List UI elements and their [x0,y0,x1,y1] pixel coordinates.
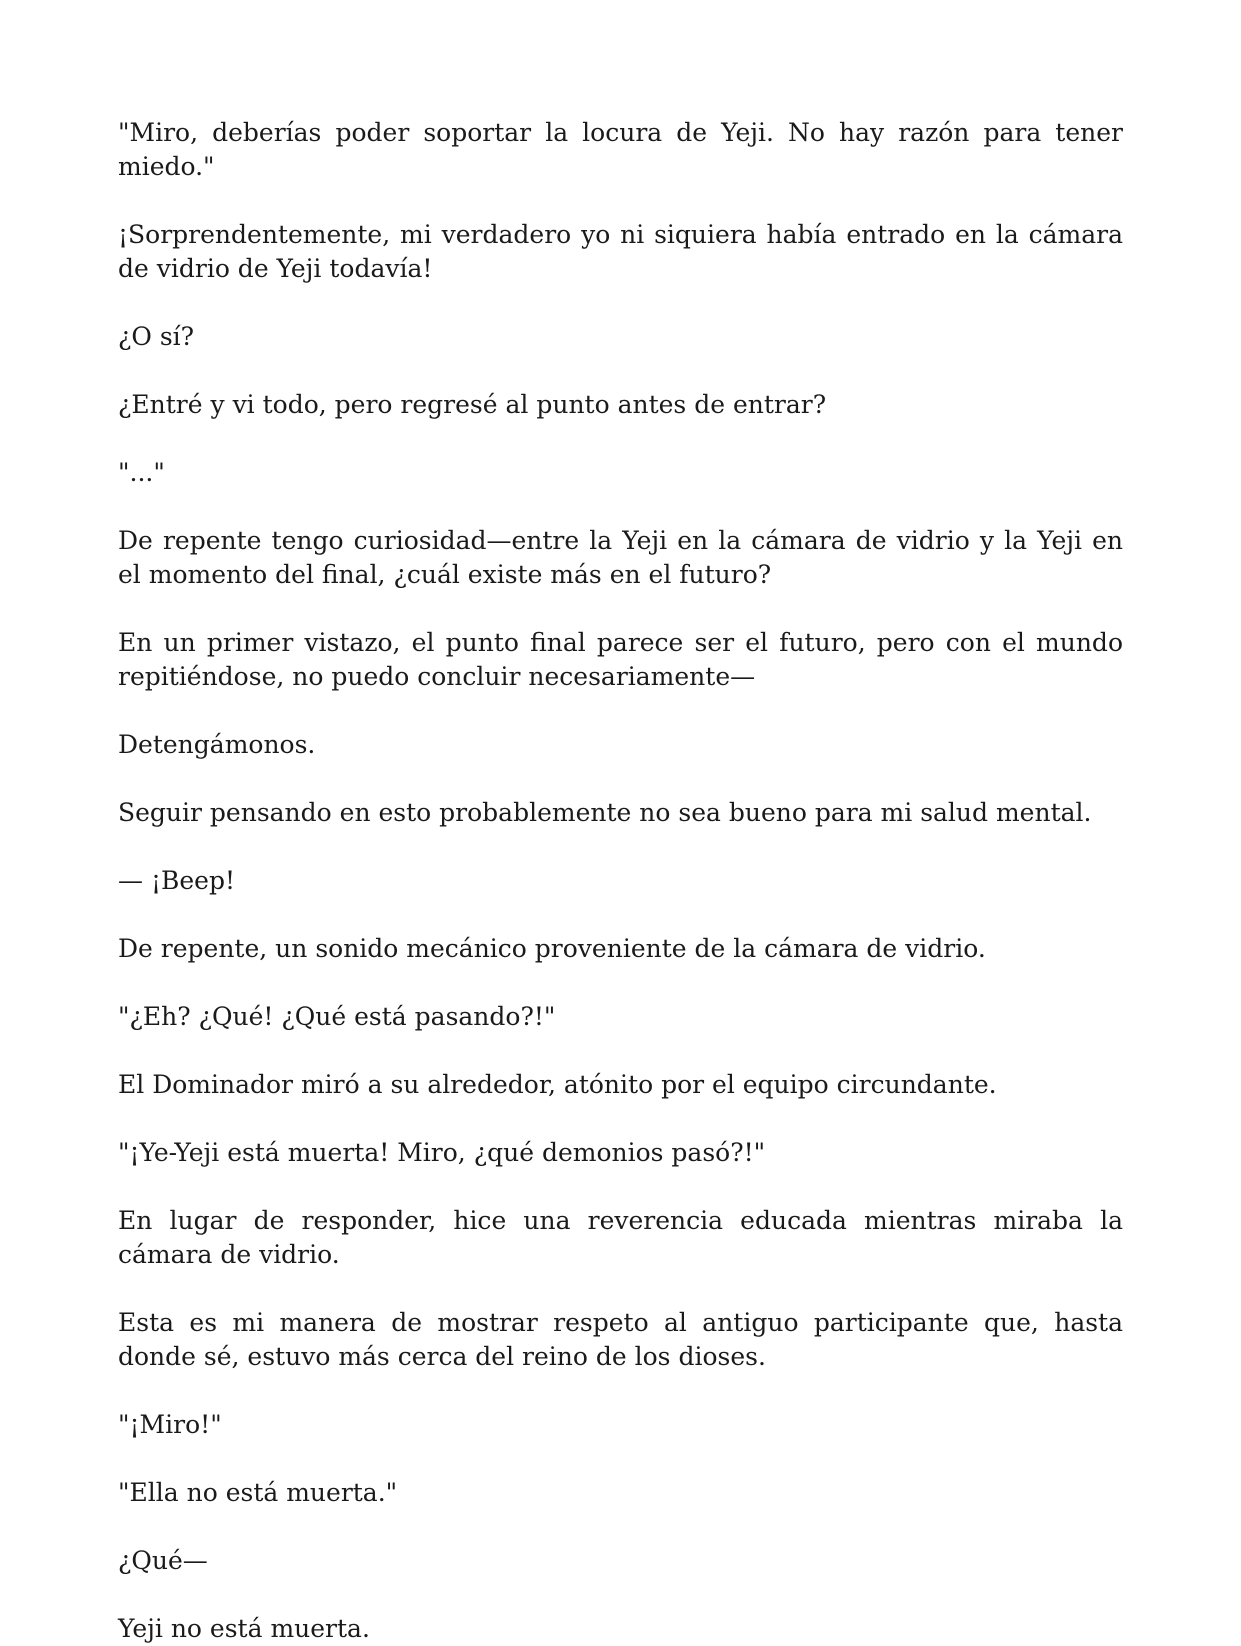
paragraph: Seguir pensando en esto probablemente no sea bueno para mi salud mental. [118,798,1092,827]
paragraph: Yeji no está muerta. [118,1614,370,1643]
paragraph: ¿O sí? [118,322,195,351]
paragraph: En lugar de responder, hice una reverencia educada mientras miraba la cámara de vidrio. [118,1206,1123,1269]
paragraph: "Miro, deberías poder soportar la locura de Yeji. No hay razón para tener miedo." [118,118,1123,181]
paragraph: En un primer vistazo, el punto final parece ser el futuro, pero con el mundo repitiéndose, no puedo concluir necesariamente— [118,628,1123,691]
paragraph: — ¡Beep! [118,866,236,895]
paragraph: De repente, un sonido mecánico proveniente de la cámara de vidrio. [118,934,986,963]
paragraph: "¡Ye-Yeji está muerta! Miro, ¿qué demonios pasó?!" [118,1138,766,1167]
paragraph: ¡Sorprendentemente, mi verdadero yo ni siquiera había entrado en la cámara de vidrio de Yeji todavía! [118,220,1123,283]
body-text [118,116,1123,1646]
paragraph: Detengámonos. [118,730,316,759]
paragraph: "..." [118,458,165,487]
paragraph: Esta es mi manera de mostrar respeto al antiguo participante que, hasta donde sé, estuvo más cerca del reino de los dioses. [118,1308,1123,1371]
paragraph: "¡Miro!" [118,1410,222,1439]
paragraph: "Ella no está muerta." [118,1478,398,1507]
paragraph: ¿Entré y vi todo, pero regresé al punto antes de entrar? [118,390,827,419]
paragraph: De repente tengo curiosidad—entre la Yeji en la cámara de vidrio y la Yeji en el momento del final, ¿cuál existe más en el futuro? [118,526,1123,589]
paragraph: "¿Eh? ¿Qué! ¿Qué está pasando?!" [118,1002,556,1031]
paragraph: ¿Qué— [118,1546,208,1575]
paragraph: El Dominador miró a su alrededor, atónito por el equipo circundante. [118,1070,997,1099]
